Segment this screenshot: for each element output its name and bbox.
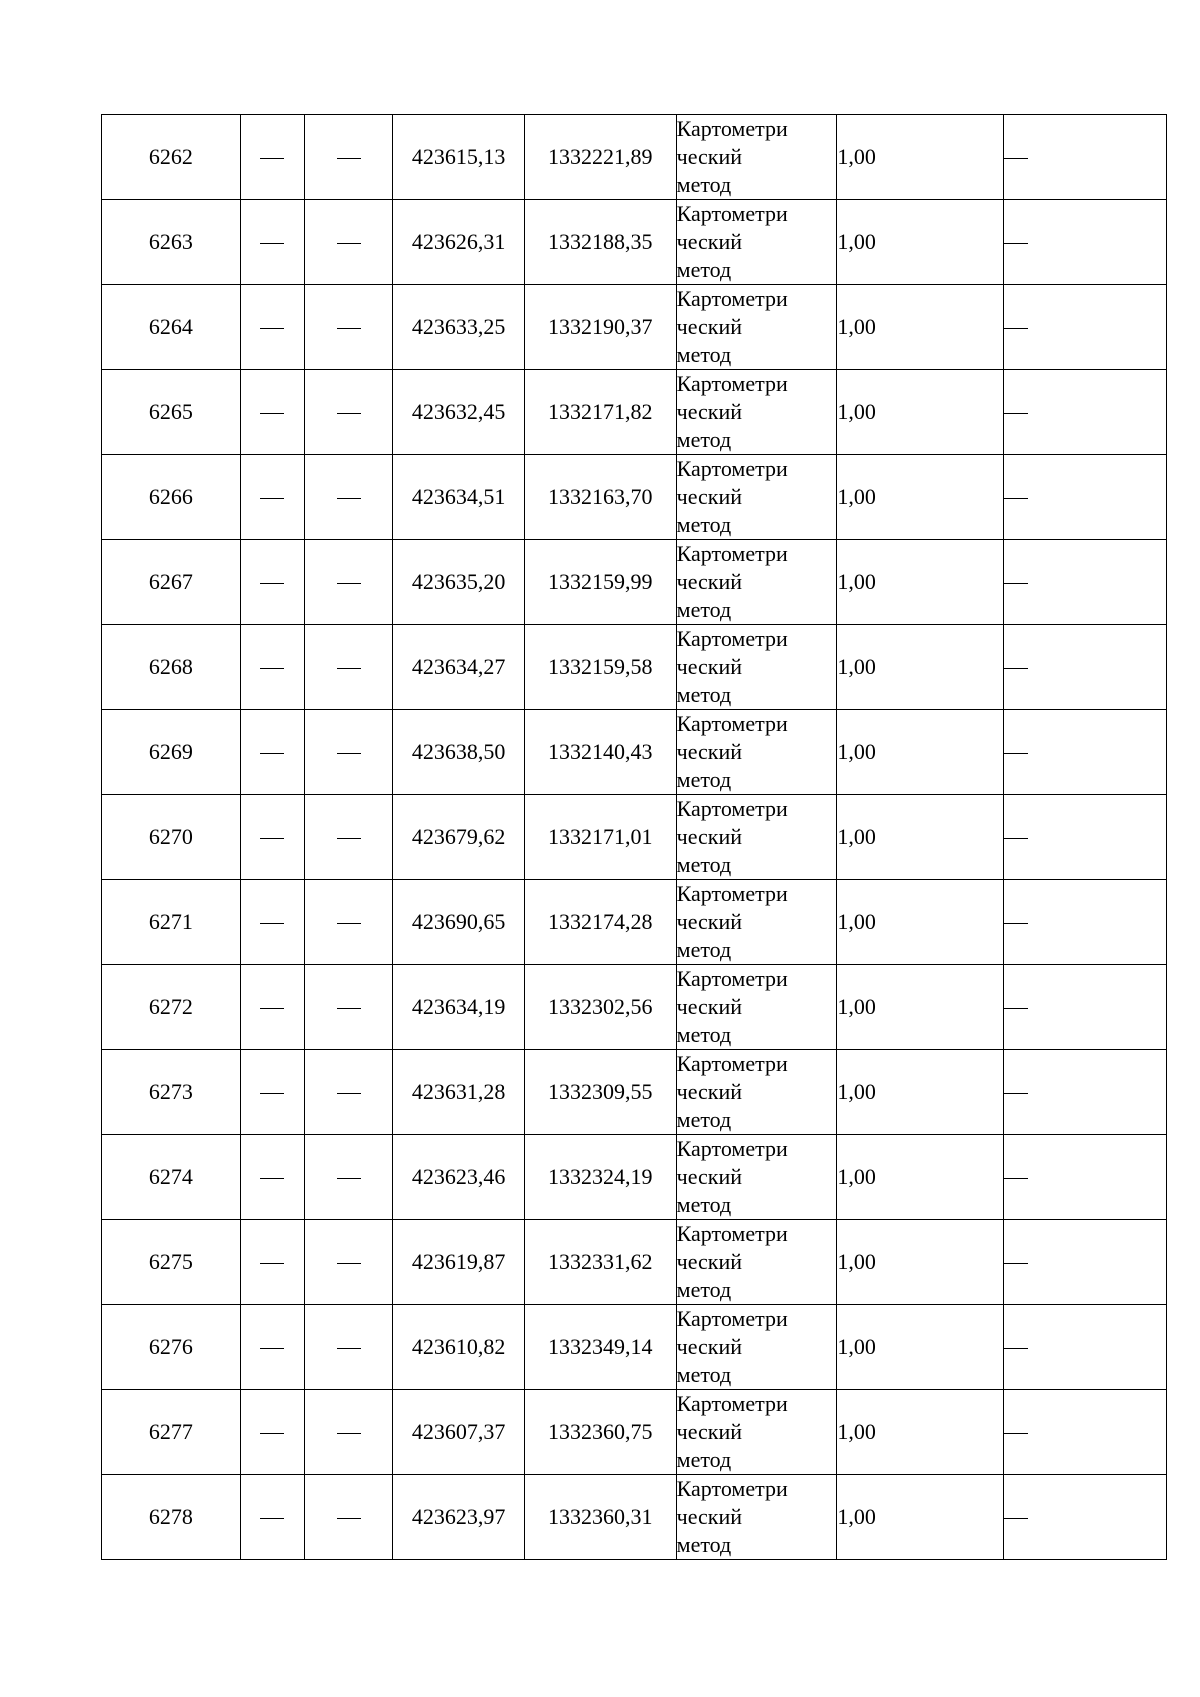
accuracy-cell (837, 115, 1004, 200)
x-coordinate: 423679,62 (411, 824, 506, 849)
accuracy-value: 1,00 (837, 229, 876, 254)
dash-mark (337, 413, 361, 414)
table-row (102, 710, 1167, 795)
point-number-cell (102, 370, 241, 455)
y-coordinate-cell (524, 115, 676, 200)
accuracy-cell (837, 880, 1004, 965)
point-number: 6263 (148, 229, 193, 254)
description-cell (1004, 1305, 1167, 1390)
x-coordinate-cell (393, 880, 525, 965)
point-number: 6268 (148, 654, 193, 679)
dash-mark (1004, 328, 1028, 329)
dash-mark (260, 668, 284, 669)
empty-coordinate-cell (240, 1220, 304, 1305)
dash-mark (260, 158, 284, 159)
table-body (102, 115, 1167, 1560)
accuracy-cell (837, 625, 1004, 710)
dash-mark (337, 1008, 361, 1009)
y-coordinate-cell (524, 1050, 676, 1135)
point-number: 6266 (148, 484, 193, 509)
point-number: 6276 (148, 1334, 193, 1359)
x-coordinate: 423623,97 (411, 1504, 506, 1529)
accuracy-value: 1,00 (837, 1419, 876, 1444)
point-number: 6274 (148, 1164, 193, 1189)
y-coordinate-cell (524, 625, 676, 710)
method-text: Картометри ческий метод (676, 626, 788, 707)
method-cell (676, 880, 837, 965)
accuracy-value: 1,00 (837, 1249, 876, 1274)
x-coordinate: 423633,25 (411, 314, 506, 339)
empty-coordinate-cell (304, 880, 392, 965)
table-row (102, 795, 1167, 880)
description-cell (1004, 795, 1167, 880)
x-coordinate: 423690,65 (411, 909, 506, 934)
empty-coordinate-cell (304, 795, 392, 880)
dash-mark (337, 668, 361, 669)
dash-mark (260, 1263, 284, 1264)
empty-coordinate-cell (240, 200, 304, 285)
point-number-cell (102, 455, 241, 540)
dash-mark (260, 583, 284, 584)
method-cell (676, 455, 837, 540)
description-cell (1004, 115, 1167, 200)
dash-mark (1004, 668, 1028, 669)
point-number: 6264 (148, 314, 193, 339)
y-coordinate: 1332331,62 (548, 1249, 653, 1274)
dash-mark (337, 1178, 361, 1179)
coordinates-table (101, 114, 1167, 1560)
method-cell (676, 965, 837, 1050)
x-coordinate-cell (393, 1475, 525, 1560)
accuracy-value: 1,00 (837, 399, 876, 424)
x-coordinate-cell (393, 1050, 525, 1135)
dash-mark (337, 158, 361, 159)
method-cell (676, 285, 837, 370)
dash-mark (260, 1178, 284, 1179)
y-coordinate: 1332324,19 (548, 1164, 653, 1189)
point-number-cell (102, 285, 241, 370)
x-coordinate-cell (393, 370, 525, 455)
y-coordinate: 1332360,31 (548, 1504, 653, 1529)
x-coordinate: 423631,28 (411, 1079, 506, 1104)
x-coordinate-cell (393, 1390, 525, 1475)
description-cell (1004, 1050, 1167, 1135)
method-cell (676, 200, 837, 285)
table-row (102, 455, 1167, 540)
method-cell (676, 1390, 837, 1475)
empty-coordinate-cell (240, 370, 304, 455)
method-text: Картометри ческий метод (676, 796, 788, 877)
method-cell (676, 795, 837, 880)
x-coordinate: 423634,51 (411, 484, 506, 509)
x-coordinate: 423626,31 (411, 229, 506, 254)
empty-coordinate-cell (304, 540, 392, 625)
description-cell (1004, 455, 1167, 540)
point-number-cell (102, 1220, 241, 1305)
point-number-cell (102, 795, 241, 880)
x-coordinate: 423638,50 (411, 739, 506, 764)
x-coordinate: 423632,45 (411, 399, 506, 424)
method-cell (676, 115, 837, 200)
description-cell (1004, 540, 1167, 625)
x-coordinate: 423635,20 (411, 569, 506, 594)
y-coordinate-cell (524, 965, 676, 1050)
y-coordinate-cell (524, 1135, 676, 1220)
table-row (102, 115, 1167, 200)
dash-mark (337, 1093, 361, 1094)
point-number: 6269 (148, 739, 193, 764)
point-number-cell (102, 965, 241, 1050)
dash-mark (1004, 1348, 1028, 1349)
x-coordinate: 423619,87 (411, 1249, 506, 1274)
point-number-cell (102, 115, 241, 200)
description-cell (1004, 1135, 1167, 1220)
y-coordinate: 1332171,82 (548, 399, 653, 424)
table-row (102, 370, 1167, 455)
dash-mark (1004, 1093, 1028, 1094)
method-text: Картометри ческий метод (676, 116, 788, 197)
dash-mark (260, 498, 284, 499)
method-cell (676, 370, 837, 455)
accuracy-value: 1,00 (837, 569, 876, 594)
description-cell (1004, 370, 1167, 455)
y-coordinate: 1332302,56 (548, 994, 653, 1019)
empty-coordinate-cell (240, 1050, 304, 1135)
method-text: Картометри ческий метод (676, 966, 788, 1047)
dash-mark (337, 328, 361, 329)
method-text: Картометри ческий метод (676, 371, 788, 452)
description-cell (1004, 1220, 1167, 1305)
y-coordinate: 1332221,89 (548, 144, 653, 169)
method-cell (676, 540, 837, 625)
y-coordinate: 1332140,43 (548, 739, 653, 764)
dash-mark (1004, 1008, 1028, 1009)
accuracy-cell (837, 1050, 1004, 1135)
accuracy-cell (837, 285, 1004, 370)
empty-coordinate-cell (240, 880, 304, 965)
y-coordinate-cell (524, 200, 676, 285)
empty-coordinate-cell (240, 1135, 304, 1220)
dash-mark (1004, 838, 1028, 839)
accuracy-value: 1,00 (837, 654, 876, 679)
table-row (102, 285, 1167, 370)
method-text: Картометри ческий метод (676, 201, 788, 282)
y-coordinate-cell (524, 795, 676, 880)
dash-mark (1004, 243, 1028, 244)
y-coordinate: 1332163,70 (548, 484, 653, 509)
dash-mark (337, 583, 361, 584)
point-number-cell (102, 625, 241, 710)
empty-coordinate-cell (304, 200, 392, 285)
y-coordinate: 1332159,58 (548, 654, 653, 679)
accuracy-value: 1,00 (837, 1164, 876, 1189)
y-coordinate-cell (524, 1390, 676, 1475)
empty-coordinate-cell (240, 795, 304, 880)
dash-mark (337, 1433, 361, 1434)
method-cell (676, 1220, 837, 1305)
x-coordinate: 423634,19 (411, 994, 506, 1019)
x-coordinate-cell (393, 540, 525, 625)
empty-coordinate-cell (240, 965, 304, 1050)
dash-mark (260, 923, 284, 924)
point-number-cell (102, 200, 241, 285)
dash-mark (260, 413, 284, 414)
method-cell (676, 1135, 837, 1220)
accuracy-value: 1,00 (837, 994, 876, 1019)
y-coordinate-cell (524, 1305, 676, 1390)
point-number-cell (102, 1390, 241, 1475)
empty-coordinate-cell (304, 115, 392, 200)
x-coordinate-cell (393, 795, 525, 880)
dash-mark (1004, 1433, 1028, 1434)
description-cell (1004, 710, 1167, 795)
empty-coordinate-cell (240, 285, 304, 370)
x-coordinate: 423607,37 (411, 1419, 506, 1444)
point-number-cell (102, 1475, 241, 1560)
method-text: Картометри ческий метод (676, 711, 788, 792)
method-text: Картометри ческий метод (676, 456, 788, 537)
dash-mark (1004, 498, 1028, 499)
point-number: 6270 (148, 824, 193, 849)
method-text: Картометри ческий метод (676, 1136, 788, 1217)
x-coordinate-cell (393, 625, 525, 710)
x-coordinate-cell (393, 710, 525, 795)
description-cell (1004, 1475, 1167, 1560)
dash-mark (1004, 753, 1028, 754)
dash-mark (1004, 413, 1028, 414)
empty-coordinate-cell (240, 1475, 304, 1560)
empty-coordinate-cell (240, 115, 304, 200)
empty-coordinate-cell (304, 1135, 392, 1220)
description-cell (1004, 285, 1167, 370)
x-coordinate-cell (393, 115, 525, 200)
accuracy-value: 1,00 (837, 909, 876, 934)
x-coordinate: 423623,46 (411, 1164, 506, 1189)
empty-coordinate-cell (240, 455, 304, 540)
empty-coordinate-cell (304, 1390, 392, 1475)
y-coordinate-cell (524, 710, 676, 795)
method-cell (676, 710, 837, 795)
dash-mark (1004, 923, 1028, 924)
x-coordinate-cell (393, 285, 525, 370)
dash-mark (337, 1518, 361, 1519)
y-coordinate-cell (524, 1220, 676, 1305)
x-coordinate: 423610,82 (411, 1334, 506, 1359)
x-coordinate-cell (393, 1135, 525, 1220)
empty-coordinate-cell (240, 710, 304, 795)
accuracy-cell (837, 1220, 1004, 1305)
dash-mark (1004, 1263, 1028, 1264)
accuracy-cell (837, 370, 1004, 455)
y-coordinate-cell (524, 880, 676, 965)
accuracy-cell (837, 1390, 1004, 1475)
point-number-cell (102, 1135, 241, 1220)
method-text: Картометри ческий метод (676, 1306, 788, 1387)
dash-mark (337, 1263, 361, 1264)
accuracy-value: 1,00 (837, 1079, 876, 1104)
description-cell (1004, 625, 1167, 710)
empty-coordinate-cell (240, 625, 304, 710)
table-row (102, 200, 1167, 285)
method-text: Картометри ческий метод (676, 541, 788, 622)
x-coordinate-cell (393, 1220, 525, 1305)
empty-coordinate-cell (304, 625, 392, 710)
accuracy-cell (837, 200, 1004, 285)
empty-coordinate-cell (304, 1050, 392, 1135)
accuracy-cell (837, 1135, 1004, 1220)
empty-coordinate-cell (304, 1220, 392, 1305)
accuracy-value: 1,00 (837, 1334, 876, 1359)
empty-coordinate-cell (304, 285, 392, 370)
point-number: 6272 (148, 994, 193, 1019)
table-row (102, 1135, 1167, 1220)
x-coordinate-cell (393, 965, 525, 1050)
empty-coordinate-cell (240, 1305, 304, 1390)
accuracy-cell (837, 540, 1004, 625)
empty-coordinate-cell (240, 540, 304, 625)
table-row (102, 625, 1167, 710)
point-number: 6271 (148, 909, 193, 934)
y-coordinate: 1332309,55 (548, 1079, 653, 1104)
y-coordinate-cell (524, 285, 676, 370)
accuracy-cell (837, 455, 1004, 540)
description-cell (1004, 200, 1167, 285)
point-number-cell (102, 1305, 241, 1390)
accuracy-value: 1,00 (837, 1504, 876, 1529)
accuracy-cell (837, 965, 1004, 1050)
method-cell (676, 625, 837, 710)
method-text: Картометри ческий метод (676, 881, 788, 962)
method-text: Картометри ческий метод (676, 1476, 788, 1557)
table-row (102, 540, 1167, 625)
accuracy-value: 1,00 (837, 144, 876, 169)
accuracy-cell (837, 710, 1004, 795)
x-coordinate-cell (393, 200, 525, 285)
accuracy-value: 1,00 (837, 824, 876, 849)
table-row (102, 965, 1167, 1050)
method-text: Картометри ческий метод (676, 1051, 788, 1132)
x-coordinate-cell (393, 455, 525, 540)
empty-coordinate-cell (304, 1305, 392, 1390)
empty-coordinate-cell (304, 1475, 392, 1560)
accuracy-cell (837, 1305, 1004, 1390)
point-number: 6265 (148, 399, 193, 424)
description-cell (1004, 880, 1167, 965)
dash-mark (1004, 583, 1028, 584)
empty-coordinate-cell (304, 455, 392, 540)
y-coordinate: 1332349,14 (548, 1334, 653, 1359)
y-coordinate-cell (524, 1475, 676, 1560)
table-row (102, 1220, 1167, 1305)
dash-mark (337, 838, 361, 839)
method-text: Картометри ческий метод (676, 286, 788, 367)
accuracy-value: 1,00 (837, 314, 876, 339)
point-number: 6275 (148, 1249, 193, 1274)
method-cell (676, 1475, 837, 1560)
y-coordinate: 1332190,37 (548, 314, 653, 339)
point-number: 6273 (148, 1079, 193, 1104)
dash-mark (337, 498, 361, 499)
point-number: 6278 (148, 1504, 193, 1529)
table-row (102, 880, 1167, 965)
y-coordinate: 1332174,28 (548, 909, 653, 934)
dash-mark (337, 243, 361, 244)
dash-mark (260, 328, 284, 329)
accuracy-value: 1,00 (837, 739, 876, 764)
dash-mark (260, 243, 284, 244)
dash-mark (337, 753, 361, 754)
description-cell (1004, 1390, 1167, 1475)
point-number-cell (102, 880, 241, 965)
dash-mark (337, 923, 361, 924)
y-coordinate: 1332159,99 (548, 569, 653, 594)
point-number: 6262 (148, 144, 193, 169)
method-text: Картометри ческий метод (676, 1391, 788, 1472)
y-coordinate: 1332188,35 (548, 229, 653, 254)
dash-mark (260, 1093, 284, 1094)
empty-coordinate-cell (304, 370, 392, 455)
dash-mark (260, 1518, 284, 1519)
dash-mark (1004, 1178, 1028, 1179)
x-coordinate: 423615,13 (411, 144, 506, 169)
empty-coordinate-cell (304, 710, 392, 795)
point-number-cell (102, 710, 241, 795)
y-coordinate-cell (524, 540, 676, 625)
x-coordinate: 423634,27 (411, 654, 506, 679)
y-coordinate: 1332360,75 (548, 1419, 653, 1444)
accuracy-cell (837, 1475, 1004, 1560)
description-cell (1004, 965, 1167, 1050)
method-text: Картометри ческий метод (676, 1221, 788, 1302)
empty-coordinate-cell (240, 1390, 304, 1475)
table-row (102, 1305, 1167, 1390)
method-cell (676, 1050, 837, 1135)
table-row (102, 1050, 1167, 1135)
accuracy-cell (837, 795, 1004, 880)
dash-mark (260, 838, 284, 839)
empty-coordinate-cell (304, 965, 392, 1050)
table-row (102, 1475, 1167, 1560)
point-number: 6267 (148, 569, 193, 594)
dash-mark (1004, 158, 1028, 159)
dash-mark (260, 1433, 284, 1434)
dash-mark (260, 1348, 284, 1349)
method-cell (676, 1305, 837, 1390)
point-number: 6277 (148, 1419, 193, 1444)
y-coordinate-cell (524, 455, 676, 540)
y-coordinate-cell (524, 370, 676, 455)
y-coordinate: 1332171,01 (548, 824, 653, 849)
accuracy-value: 1,00 (837, 484, 876, 509)
dash-mark (260, 753, 284, 754)
dash-mark (260, 1008, 284, 1009)
x-coordinate-cell (393, 1305, 525, 1390)
point-number-cell (102, 540, 241, 625)
dash-mark (1004, 1518, 1028, 1519)
table-row (102, 1390, 1167, 1475)
point-number-cell (102, 1050, 241, 1135)
dash-mark (337, 1348, 361, 1349)
